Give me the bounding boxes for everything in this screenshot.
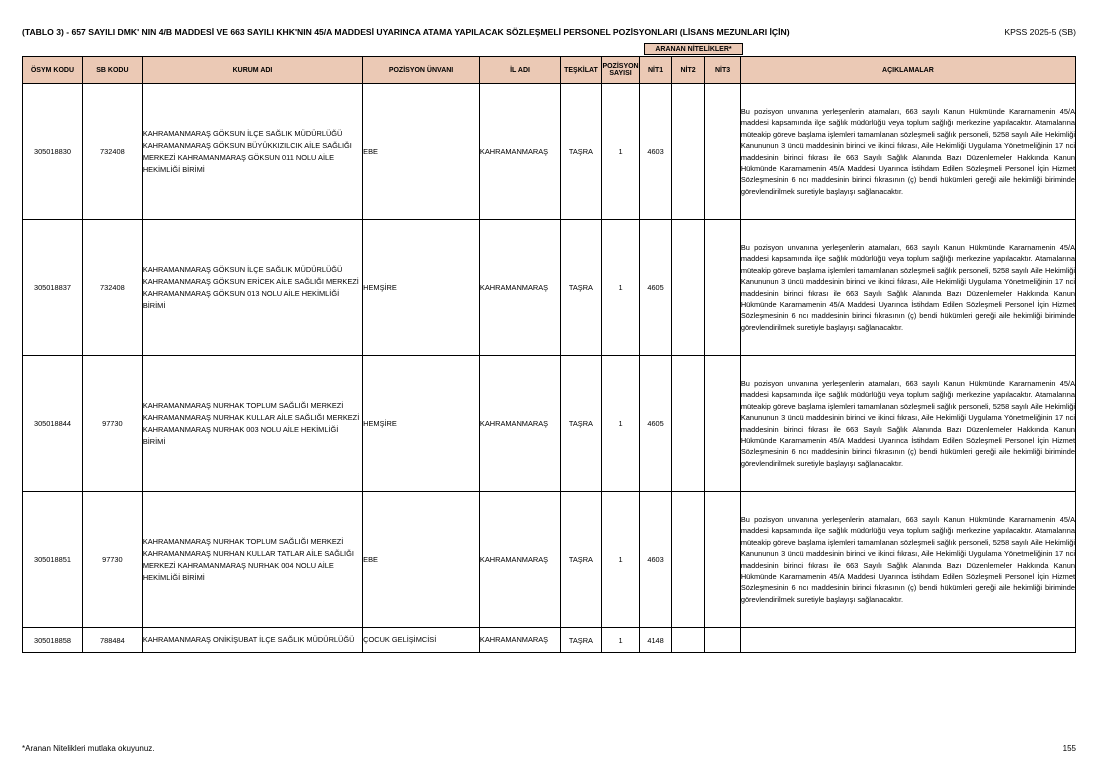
osym-kodu: 305018844 (23, 356, 83, 492)
exam-code: KPSS 2025-5 (SB) (1004, 27, 1076, 37)
osym-kodu: 305018851 (23, 492, 83, 628)
nit1: 4603 (640, 492, 671, 628)
il-adi: KAHRAMANMARAŞ (479, 220, 560, 356)
footnote: *Aranan Nitelikleri mutlaka okuyunuz. (22, 744, 155, 753)
nit1: 4605 (640, 220, 671, 356)
col-nit1: NİT1 (640, 57, 671, 84)
sb-kodu: 732408 (82, 84, 142, 220)
teskilat: TAŞRA (561, 628, 602, 653)
table-row (23, 628, 1076, 653)
nit2 (671, 220, 705, 356)
aranan-nitelikler-header: ARANAN NİTELİKLER* (644, 43, 743, 55)
pozisyon-sayisi: 1 (601, 220, 640, 356)
pozisyon-unvani: ÇOCUK GELİŞİMCİSİ (363, 628, 480, 653)
pozisyon-unvani: EBE (363, 492, 480, 628)
col-aciklamalar: AÇIKLAMALAR (740, 57, 1075, 84)
col-teskilat: TEŞKİLAT (561, 57, 602, 84)
kurum-adi: KAHRAMANMARAŞ GÖKSUN İLÇE SAĞLIK MÜDÜRLÜĞÜ KAHRAMANMARAŞ GÖKSUN BÜYÜKKIZILCIK AİLE SAĞLIĞI MERKEZİ KAHRAMANMARAŞ GÖKSUN 011 NOLU AİLE HEKİMLİĞİ BİRİMİ (142, 84, 362, 220)
sb-kodu: 97730 (82, 356, 142, 492)
il-adi: KAHRAMANMARAŞ (479, 492, 560, 628)
sb-kodu: 97730 (82, 492, 142, 628)
pozisyon-sayisi: 1 (601, 84, 640, 220)
teskilat: TAŞRA (561, 492, 602, 628)
nit2 (671, 628, 705, 653)
nit1: 4603 (640, 84, 671, 220)
nit3 (705, 356, 741, 492)
table-row (23, 356, 1076, 492)
nit1: 4148 (640, 628, 671, 653)
sb-kodu: 788484 (82, 628, 142, 653)
aciklama: Bu pozisyon unvanına yerleşenlerin atamaları, 663 sayılı Kanun Hükmünde Kararnamenin 45/A maddesi kapsamında ilçe sağlık müdürlüğü veya toplum sağlığı merkezine yapılacaktır. Atamalarına müteakip göreve başlama işlemleri tamamlanan sözleşmeli sağlık personeli, 5258 sayılı Aile Hekimliği Kanununun 3 üncü maddesinin birinci ve ikinci fıkrası, Aile Hekimliği Uygulama Yönetmeliğinin 17 nci maddesinin birinci fıkrası ile 663 Sayılı Sağlık Alanında Bazı Düzenlemeler Hakkında Kanun Hükmünde Kararnamenin 45/A Maddesi Uyarınca İstihdam Edilen Sözleşmeli Personel İçin Hizmet Sözleşmesinin 6 ncı maddesinin birinci fıkrasının (ç) bendi hükümleri gereği aile hekimliği biriminde görevlendirilmek suretiyle başlayışı sağlanacaktır. (740, 84, 1075, 220)
kurum-adi: KAHRAMANMARAŞ NURHAK TOPLUM SAĞLIĞI MERKEZİ KAHRAMANMARAŞ NURHAK KULLAR AİLE SAĞLIĞI MERKEZİ KAHRAMANMARAŞ NURHAK 003 NOLU AİLE HEKİMLİĞİ BİRİMİ (142, 356, 362, 492)
osym-kodu: 305018858 (23, 628, 83, 653)
kurum-adi: KAHRAMANMARAŞ NURHAK TOPLUM SAĞLIĞI MERKEZİ KAHRAMANMARAŞ NURHAN KULLAR TATLAR AİLE SAĞLIĞI MERKEZİ KAHRAMANMARAŞ NURHAK 004 NOLU AİLE HEKİMLİĞİ BİRİMİ (142, 492, 362, 628)
pozisyon-sayisi: 1 (601, 492, 640, 628)
il-adi: KAHRAMANMARAŞ (479, 628, 560, 653)
positions-table (22, 56, 1076, 653)
table-row (23, 84, 1076, 220)
col-kurum-adi: KURUM ADI (142, 57, 362, 84)
sb-kodu: 732408 (82, 220, 142, 356)
il-adi: KAHRAMANMARAŞ (479, 356, 560, 492)
osym-kodu: 305018830 (23, 84, 83, 220)
teskilat: TAŞRA (561, 220, 602, 356)
kurum-adi: KAHRAMANMARAŞ GÖKSUN İLÇE SAĞLIK MÜDÜRLÜĞÜ KAHRAMANMARAŞ GÖKSUN ERİCEK AİLE SAĞLIĞI MERKEZİ KAHRAMANMARAŞ GÖKSUN 013 NOLU AİLE HEKİMLİĞİ BİRİMİ (142, 220, 362, 356)
col-il-adi: İL ADI (479, 57, 560, 84)
teskilat: TAŞRA (561, 84, 602, 220)
table-row (23, 492, 1076, 628)
aciklama (740, 628, 1075, 653)
nit3 (705, 628, 741, 653)
il-adi: KAHRAMANMARAŞ (479, 84, 560, 220)
table-row (23, 220, 1076, 356)
pozisyon-unvani: HEMŞİRE (363, 356, 480, 492)
nit2 (671, 84, 705, 220)
nit3 (705, 492, 741, 628)
aciklama: Bu pozisyon unvanına yerleşenlerin atamaları, 663 sayılı Kanun Hükmünde Kararnamenin 45/A maddesi kapsamında ilçe sağlık müdürlüğü veya toplum sağlığı merkezine yapılacaktır. Atamalarına müteakip göreve başlama işlemleri tamamlanan sözleşmeli sağlık personeli, 5258 sayılı Aile Hekimliği Kanununun 3 üncü maddesinin birinci ve ikinci fıkrası, Aile Hekimliği Uygulama Yönetmeliğinin 17 nci maddesinin birinci fıkrası ile 663 Sayılı Sağlık Alanında Bazı Düzenlemeler Hakkında Kanun Hükmünde Kararnamenin 45/A Maddesi Uyarınca İstihdam Edilen Sözleşmeli Personel İçin Hizmet Sözleşmesinin 6 ncı maddesinin birinci fıkrasının (ç) bendi hükümleri gereği aile hekimliği biriminde görevlendirilmek suretiyle başlayışı sağlanacaktır. (740, 220, 1075, 356)
nit2 (671, 492, 705, 628)
osym-kodu: 305018837 (23, 220, 83, 356)
col-nit3: NİT3 (705, 57, 741, 84)
pozisyon-unvani: EBE (363, 84, 480, 220)
col-nit2: NİT2 (671, 57, 705, 84)
nit3 (705, 84, 741, 220)
nit1: 4605 (640, 356, 671, 492)
aciklama: Bu pozisyon unvanına yerleşenlerin atamaları, 663 sayılı Kanun Hükmünde Kararnamenin 45/A maddesi kapsamında ilçe sağlık müdürlüğü veya toplum sağlığı merkezine yapılacaktır. Atamalarına müteakip göreve başlama işlemleri tamamlanan sözleşmeli sağlık personeli, 5258 sayılı Aile Hekimliği Kanununun 3 üncü maddesinin birinci ve ikinci fıkrası, Aile Hekimliği Uygulama Yönetmeliğinin 17 nci maddesinin birinci fıkrası ile 663 Sayılı Sağlık Alanında Bazı Düzenlemeler Hakkında Kanun Hükmünde Kararnamenin 45/A Maddesi Uyarınca İstihdam Edilen Sözleşmeli Personel İçin Hizmet Sözleşmesinin 6 ncı maddesinin birinci fıkrasının (ç) bendi hükümleri gereği aile hekimliği biriminde görevlendirilmek suretiyle başlayışı sağlanacaktır. (740, 492, 1075, 628)
col-pozisyon-sayisi: POZİSYON SAYISI (601, 57, 640, 84)
col-pozisyon-unvani: POZİSYON ÜNVANI (363, 57, 480, 84)
teskilat: TAŞRA (561, 356, 602, 492)
kurum-adi: KAHRAMANMARAŞ ONİKİŞUBAT İLÇE SAĞLIK MÜDÜRLÜĞÜ (142, 628, 362, 653)
nit2 (671, 356, 705, 492)
col-sb-kodu: SB KODU (82, 57, 142, 84)
pozisyon-sayisi: 1 (601, 628, 640, 653)
aciklama: Bu pozisyon unvanına yerleşenlerin atamaları, 663 sayılı Kanun Hükmünde Kararnamenin 45/A maddesi kapsamında ilçe sağlık müdürlüğü veya toplum sağlığı merkezine yapılacaktır. Atamalarına müteakip göreve başlama işlemleri tamamlanan sözleşmeli sağlık personeli, 5258 sayılı Aile Hekimliği Kanununun 3 üncü maddesinin birinci ve ikinci fıkrası, Aile Hekimliği Uygulama Yönetmeliğinin 17 nci maddesinin birinci fıkrası ile 663 Sayılı Sağlık Alanında Bazı Düzenlemeler Hakkında Kanun Hükmünde Kararnamenin 45/A Maddesi Uyarınca İstihdam Edilen Sözleşmeli Personel İçin Hizmet Sözleşmesinin 6 ncı maddesinin birinci fıkrasının (ç) bendi hükümleri gereği aile hekimliği biriminde görevlendirilmek suretiyle başlayışı sağlanacaktır. (740, 356, 1075, 492)
nit3 (705, 220, 741, 356)
pozisyon-sayisi: 1 (601, 356, 640, 492)
document-title: (TABLO 3) - 657 SAYILI DMK' NIN 4/B MADDESİ VE 663 SAYILI KHK'NIN 45/A MADDESİ UYARINCA ATAMA YAPILACAK SÖZLEŞMELİ PERSONEL POZİSYONLARI (LİSANS MEZUNLARI İÇİN) (22, 27, 790, 37)
page-number: 155 (1062, 744, 1076, 753)
col-osym-kodu: ÖSYM KODU (23, 57, 83, 84)
pozisyon-unvani: HEMŞİRE (363, 220, 480, 356)
table-header-row (23, 57, 1076, 84)
